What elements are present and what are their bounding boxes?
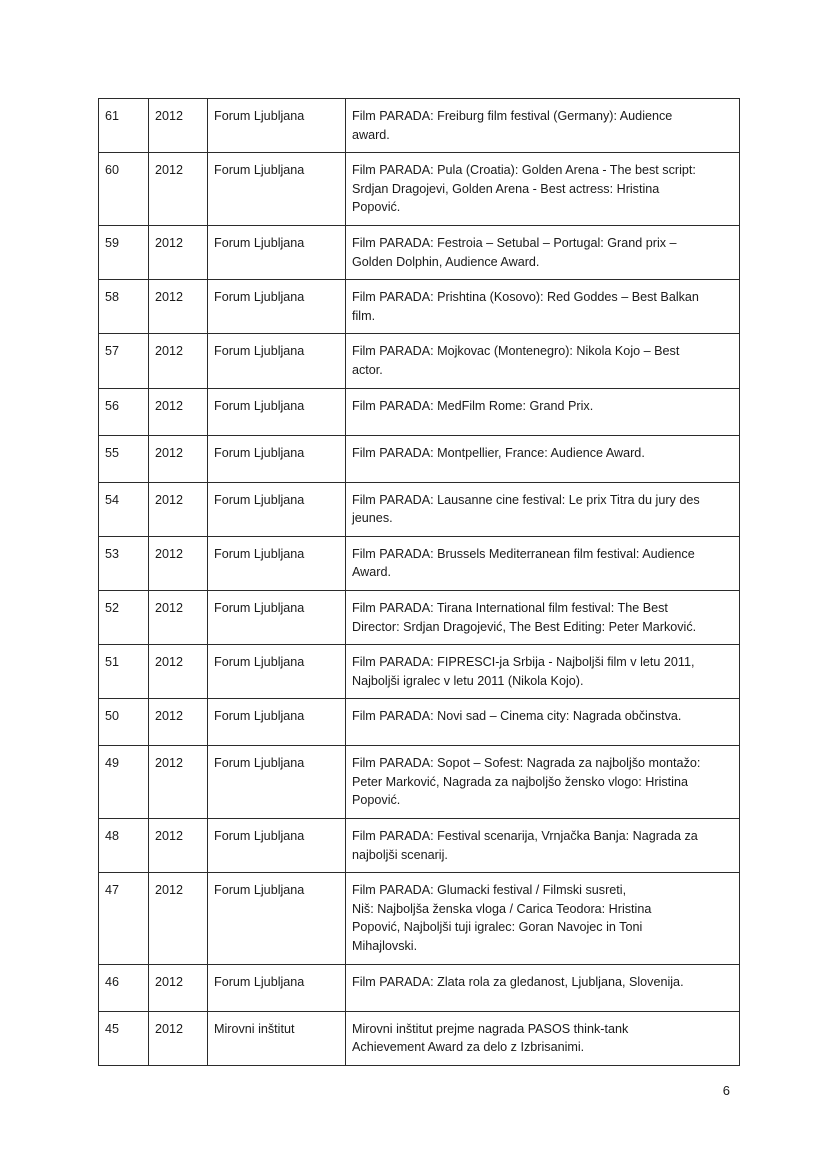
row-organization: Mirovni inštitut xyxy=(208,1011,346,1065)
row-description: Film PARADA: Festival scenarija, Vrnjačka Banja: Nagrada za najboljši scenarij. xyxy=(346,819,740,873)
row-number: 52 xyxy=(99,590,149,644)
row-description: Film PARADA: Prishtina (Kosovo): Red Goddes – Best Balkan film. xyxy=(346,280,740,334)
row-year: 2012 xyxy=(149,225,208,279)
row-description: Film PARADA: Festroia – Setubal – Portugal: Grand prix – Golden Dolphin, Audience Award. xyxy=(346,225,740,279)
table-row xyxy=(99,280,740,334)
row-organization: Forum Ljubljana xyxy=(208,153,346,226)
table-row xyxy=(99,873,740,964)
table-row xyxy=(99,746,740,819)
table-row xyxy=(99,153,740,226)
row-year: 2012 xyxy=(149,699,208,746)
row-number: 56 xyxy=(99,388,149,435)
row-description: Film PARADA: Montpellier, France: Audience Award. xyxy=(346,435,740,482)
row-organization: Forum Ljubljana xyxy=(208,964,346,1011)
row-organization: Forum Ljubljana xyxy=(208,388,346,435)
row-number: 61 xyxy=(99,99,149,153)
row-number: 58 xyxy=(99,280,149,334)
row-number: 60 xyxy=(99,153,149,226)
row-number: 51 xyxy=(99,645,149,699)
row-year: 2012 xyxy=(149,1011,208,1065)
row-description: Film PARADA: Mojkovac (Montenegro): Nikola Kojo – Best actor. xyxy=(346,334,740,388)
row-year: 2012 xyxy=(149,153,208,226)
row-organization: Forum Ljubljana xyxy=(208,334,346,388)
row-description: Film PARADA: Lausanne cine festival: Le prix Titra du jury des jeunes. xyxy=(346,482,740,536)
row-organization: Forum Ljubljana xyxy=(208,645,346,699)
row-year: 2012 xyxy=(149,388,208,435)
row-year: 2012 xyxy=(149,746,208,819)
row-year: 2012 xyxy=(149,482,208,536)
page-number: 6 xyxy=(722,1083,730,1098)
table-row xyxy=(99,964,740,1011)
table-row xyxy=(99,334,740,388)
row-organization: Forum Ljubljana xyxy=(208,435,346,482)
row-year: 2012 xyxy=(149,819,208,873)
row-number: 49 xyxy=(99,746,149,819)
row-year: 2012 xyxy=(149,435,208,482)
row-number: 55 xyxy=(99,435,149,482)
table-row xyxy=(99,1011,740,1065)
row-number: 54 xyxy=(99,482,149,536)
table-row xyxy=(99,699,740,746)
row-organization: Forum Ljubljana xyxy=(208,819,346,873)
row-year: 2012 xyxy=(149,280,208,334)
row-description: Mirovni inštitut prejme nagrada PASOS think-tank Achievement Award za delo z Izbrisanimi. xyxy=(346,1011,740,1065)
row-number: 57 xyxy=(99,334,149,388)
row-description: Film PARADA: Sopot – Sofest: Nagrada za najboljšo montažo: Peter Marković, Nagrada za najboljšo žensko vlogo: Hristina Popović. xyxy=(346,746,740,819)
row-description: Film PARADA: Glumacki festival / Filmski susreti, Niš: Najboljša ženska vloga / Carica Teodora: Hristina Popović, Najboljši tuji igralec: Goran Navojec in Toni Mihajlovski. xyxy=(346,873,740,964)
row-year: 2012 xyxy=(149,964,208,1011)
row-description: Film PARADA: Pula (Croatia): Golden Arena - The best script: Srdjan Dragojevi, Golden Arena - Best actress: Hristina Popović. xyxy=(346,153,740,226)
row-number: 47 xyxy=(99,873,149,964)
table-row xyxy=(99,99,740,153)
table-row xyxy=(99,435,740,482)
row-description: Film PARADA: Novi sad – Cinema city: Nagrada občinstva. xyxy=(346,699,740,746)
row-organization: Forum Ljubljana xyxy=(208,699,346,746)
awards-table-body xyxy=(99,99,740,1066)
row-organization: Forum Ljubljana xyxy=(208,225,346,279)
row-year: 2012 xyxy=(149,590,208,644)
row-organization: Forum Ljubljana xyxy=(208,280,346,334)
row-number: 59 xyxy=(99,225,149,279)
row-description: Film PARADA: Tirana International film festival: The Best Director: Srdjan Dragojević, The Best Editing: Peter Marković. xyxy=(346,590,740,644)
table-row xyxy=(99,590,740,644)
row-description: Film PARADA: Zlata rola za gledanost, Ljubljana, Slovenija. xyxy=(346,964,740,1011)
row-organization: Forum Ljubljana xyxy=(208,590,346,644)
row-year: 2012 xyxy=(149,334,208,388)
table-row xyxy=(99,536,740,590)
row-number: 45 xyxy=(99,1011,149,1065)
row-description: Film PARADA: FIPRESCI-ja Srbija - Najboljši film v letu 2011, Najboljši igralec v letu 2011 (Nikola Kojo). xyxy=(346,645,740,699)
row-organization: Forum Ljubljana xyxy=(208,746,346,819)
row-organization: Forum Ljubljana xyxy=(208,536,346,590)
row-year: 2012 xyxy=(149,873,208,964)
table-row xyxy=(99,482,740,536)
row-description: Film PARADA: Freiburg film festival (Germany): Audience award. xyxy=(346,99,740,153)
row-year: 2012 xyxy=(149,536,208,590)
row-organization: Forum Ljubljana xyxy=(208,873,346,964)
table-row xyxy=(99,645,740,699)
row-number: 48 xyxy=(99,819,149,873)
table-row xyxy=(99,225,740,279)
row-number: 46 xyxy=(99,964,149,1011)
awards-table xyxy=(98,98,740,1066)
row-organization: Forum Ljubljana xyxy=(208,99,346,153)
row-year: 2012 xyxy=(149,645,208,699)
row-description: Film PARADA: Brussels Mediterranean film festival: Audience Award. xyxy=(346,536,740,590)
row-number: 50 xyxy=(99,699,149,746)
table-row xyxy=(99,388,740,435)
row-organization: Forum Ljubljana xyxy=(208,482,346,536)
row-year: 2012 xyxy=(149,99,208,153)
table-row xyxy=(99,819,740,873)
row-number: 53 xyxy=(99,536,149,590)
row-description: Film PARADA: MedFilm Rome: Grand Prix. xyxy=(346,388,740,435)
